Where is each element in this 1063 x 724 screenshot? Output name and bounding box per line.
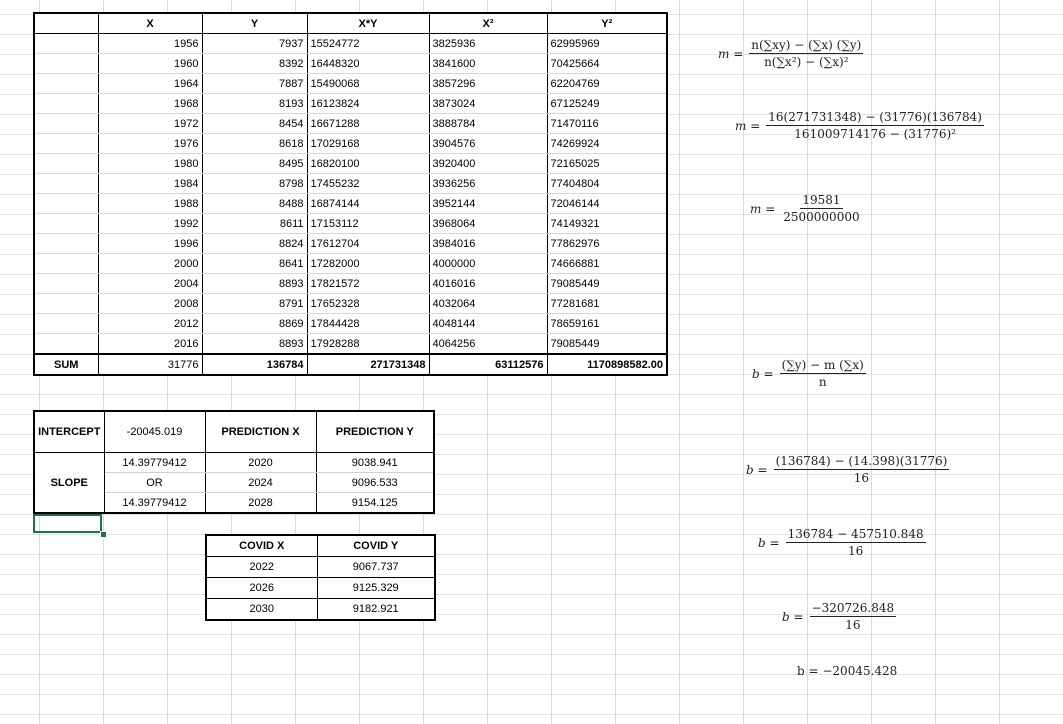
equation-fraction — [774, 454, 950, 485]
x2-cell[interactable]: 3888784 — [429, 114, 547, 134]
intercept-formula-equation[interactable] — [752, 358, 866, 389]
row-label-cell[interactable] — [34, 274, 98, 294]
x-cell[interactable]: 1980 — [98, 154, 202, 174]
slope-formula-equation[interactable] — [718, 38, 863, 69]
sum-y2-cell[interactable]: 1170898582.00 — [547, 354, 667, 375]
xy-cell[interactable]: 17153112 — [307, 214, 429, 234]
slope-label-cell[interactable]: SLOPE — [34, 453, 104, 514]
y2-cell[interactable]: 71470116 — [547, 114, 667, 134]
x-cell[interactable]: 1988 — [98, 194, 202, 214]
x-cell[interactable]: 2012 — [98, 314, 202, 334]
header-cell-xy[interactable]: X*Y — [307, 13, 429, 34]
row-label-cell[interactable] — [34, 254, 98, 274]
table-row — [34, 94, 667, 114]
equation-numerator: (∑y) − m (∑x) — [781, 358, 864, 372]
equation-denominator: n — [818, 375, 827, 389]
table-row — [34, 74, 667, 94]
row-label-cell[interactable] — [34, 174, 98, 194]
y-cell[interactable]: 7937 — [202, 34, 307, 54]
table-row — [34, 54, 667, 74]
row-label-cell[interactable] — [34, 314, 98, 334]
intercept-value-cell[interactable]: -20045.019 — [104, 411, 205, 453]
x2-cell[interactable]: 3825936 — [429, 34, 547, 54]
y-cell[interactable]: 8824 — [202, 234, 307, 254]
y-cell[interactable]: 8893 — [202, 274, 307, 294]
x2-cell[interactable]: 3968064 — [429, 214, 547, 234]
x2-cell[interactable]: 4016016 — [429, 274, 547, 294]
y2-cell[interactable]: 77281681 — [547, 294, 667, 314]
header-row — [34, 13, 667, 34]
x2-cell[interactable]: 3936256 — [429, 174, 547, 194]
xy-cell[interactable]: 17029168 — [307, 134, 429, 154]
table-row — [34, 134, 667, 154]
x2-cell[interactable]: 3857296 — [429, 74, 547, 94]
table-row — [34, 154, 667, 174]
equation-denominator: 16 — [853, 471, 870, 485]
slope-value-cell[interactable]: 14.39779412 — [104, 453, 205, 473]
y2-cell[interactable]: 74269924 — [547, 134, 667, 154]
equation-lhs: b = — [752, 366, 774, 381]
header-cell-y2[interactable]: Y² — [547, 13, 667, 34]
xy-cell[interactable]: 17455232 — [307, 174, 429, 194]
y-cell[interactable]: 8791 — [202, 294, 307, 314]
y-cell[interactable]: 8893 — [202, 334, 307, 355]
prediction-table — [33, 410, 435, 514]
row-label-cell[interactable] — [34, 294, 98, 314]
fill-handle[interactable] — [100, 531, 107, 538]
x-cell[interactable]: 1972 — [98, 114, 202, 134]
y2-cell[interactable]: 62204769 — [547, 74, 667, 94]
prediction-y-cell[interactable]: 9038.941 — [316, 453, 434, 473]
table-row — [34, 194, 667, 214]
equation-numerator: 136784 − 457510.848 — [787, 527, 924, 541]
y-cell[interactable]: 8869 — [202, 314, 307, 334]
equation-numerator: −320726.848 — [811, 601, 895, 615]
x-cell[interactable]: 1956 — [98, 34, 202, 54]
equation-fraction — [781, 193, 861, 224]
row-label-cell[interactable] — [34, 74, 98, 94]
slope-or-cell[interactable]: OR — [104, 473, 205, 493]
prediction-row — [34, 453, 434, 473]
row-label-cell[interactable] — [34, 194, 98, 214]
y-cell[interactable]: 8193 — [202, 94, 307, 114]
x-cell[interactable]: 1964 — [98, 74, 202, 94]
covid-x-cell[interactable]: 2030 — [206, 599, 317, 621]
xy-cell[interactable]: 17612704 — [307, 234, 429, 254]
x-cell[interactable]: 1996 — [98, 234, 202, 254]
data-table — [33, 12, 668, 376]
x2-cell[interactable]: 3920400 — [429, 154, 547, 174]
prediction-header-row — [34, 411, 434, 453]
y2-cell[interactable]: 74666881 — [547, 254, 667, 274]
y2-cell[interactable]: 67125249 — [547, 94, 667, 114]
y-cell[interactable]: 8495 — [202, 154, 307, 174]
table-row — [34, 334, 667, 355]
equation-fraction — [766, 110, 984, 141]
x2-cell[interactable]: 3904576 — [429, 134, 547, 154]
covid-x-cell[interactable]: 2022 — [206, 557, 317, 578]
x2-cell[interactable]: 3952144 — [429, 194, 547, 214]
y2-cell[interactable]: 79085449 — [547, 334, 667, 355]
y2-cell[interactable]: 62995969 — [547, 34, 667, 54]
intercept-substituted-equation[interactable] — [746, 454, 949, 485]
header-cell-y[interactable]: Y — [202, 13, 307, 34]
xy-cell[interactable]: 17928288 — [307, 334, 429, 355]
equation-denominator: 16 — [847, 544, 864, 558]
x-cell[interactable]: 1984 — [98, 174, 202, 194]
header-cell-x[interactable]: X — [98, 13, 202, 34]
intercept-step-equation[interactable] — [758, 527, 926, 558]
covid-y-header[interactable]: COVID Y — [317, 535, 435, 557]
covid-table — [205, 534, 436, 621]
table-row — [34, 34, 667, 54]
row-label-cell[interactable] — [34, 234, 98, 254]
covid-y-cell[interactable]: 9125.329 — [317, 578, 435, 599]
intercept-label-cell[interactable]: INTERCEPT — [34, 411, 104, 453]
row-label-cell[interactable] — [34, 54, 98, 74]
y-cell[interactable]: 7887 — [202, 74, 307, 94]
covid-y-cell[interactable]: 9182.921 — [317, 599, 435, 621]
x2-cell[interactable]: 4032064 — [429, 294, 547, 314]
row-label-cell[interactable] — [34, 154, 98, 174]
prediction-x-cell[interactable]: 2028 — [205, 493, 316, 514]
table-row — [34, 274, 667, 294]
table-row — [34, 174, 667, 194]
x-cell[interactable]: 1960 — [98, 54, 202, 74]
equation-denominator: n(∑x²) − (∑x)² — [764, 55, 849, 69]
equation-lhs: b = — [758, 535, 780, 550]
x-cell[interactable]: 1968 — [98, 94, 202, 114]
y2-cell[interactable]: 72046144 — [547, 194, 667, 214]
xy-cell[interactable]: 17652328 — [307, 294, 429, 314]
xy-cell[interactable]: 17844428 — [307, 314, 429, 334]
x2-cell[interactable]: 3841600 — [429, 54, 547, 74]
row-label-cell[interactable] — [34, 34, 98, 54]
slope-substituted-equation[interactable] — [735, 110, 984, 141]
y-cell[interactable]: 8641 — [202, 254, 307, 274]
xy-cell[interactable]: 16123824 — [307, 94, 429, 114]
intercept-result-equation[interactable] — [797, 664, 897, 678]
x-cell[interactable]: 2016 — [98, 334, 202, 355]
covid-row — [206, 599, 435, 621]
x2-cell[interactable]: 4064256 — [429, 334, 547, 355]
header-cell-blank[interactable] — [34, 13, 98, 34]
xy-cell[interactable]: 16820100 — [307, 154, 429, 174]
prediction-y-cell[interactable]: 9154.125 — [316, 493, 434, 514]
xy-cell[interactable]: 16874144 — [307, 194, 429, 214]
covid-x-cell[interactable]: 2026 — [206, 578, 317, 599]
x2-cell[interactable]: 3984016 — [429, 234, 547, 254]
y2-cell[interactable]: 72165025 — [547, 154, 667, 174]
equation-fraction — [786, 527, 926, 558]
equation-lhs: m = — [718, 46, 744, 61]
xy-cell[interactable]: 15490068 — [307, 74, 429, 94]
equation-numerator: 16(271731348) − (31776)(136784) — [768, 110, 982, 124]
row-label-cell[interactable] — [34, 94, 98, 114]
table-row — [34, 214, 667, 234]
prediction-x-cell[interactable]: 2020 — [205, 453, 316, 473]
x2-cell[interactable]: 4000000 — [429, 254, 547, 274]
equation-lhs: m = — [750, 201, 776, 216]
table-row — [34, 114, 667, 134]
y-cell[interactable]: 8454 — [202, 114, 307, 134]
table-row — [34, 294, 667, 314]
row-label-cell[interactable] — [34, 334, 98, 355]
sum-label-cell[interactable]: SUM — [34, 354, 98, 375]
y-cell[interactable]: 8611 — [202, 214, 307, 234]
prediction-x-cell[interactable]: 2024 — [205, 473, 316, 493]
covid-header-row — [206, 535, 435, 557]
xy-cell[interactable]: 17282000 — [307, 254, 429, 274]
y2-cell[interactable]: 79085449 — [547, 274, 667, 294]
x-cell[interactable]: 2008 — [98, 294, 202, 314]
y2-cell[interactable]: 77404804 — [547, 174, 667, 194]
xy-cell[interactable]: 17821572 — [307, 274, 429, 294]
covid-row — [206, 578, 435, 599]
table-row — [34, 314, 667, 334]
y-cell[interactable]: 8488 — [202, 194, 307, 214]
x2-cell[interactable]: 3873024 — [429, 94, 547, 114]
covid-row — [206, 557, 435, 578]
sum-row — [34, 354, 667, 375]
row-label-cell[interactable] — [34, 114, 98, 134]
prediction-y-header[interactable]: PREDICTION Y — [316, 411, 434, 453]
x-cell[interactable]: 1976 — [98, 134, 202, 154]
intercept-simplified-equation[interactable] — [782, 601, 896, 632]
y-cell[interactable]: 8618 — [202, 134, 307, 154]
y-cell[interactable]: 8798 — [202, 174, 307, 194]
y2-cell[interactable]: 70425664 — [547, 54, 667, 74]
sum-y-cell[interactable]: 136784 — [202, 354, 307, 375]
x-cell[interactable]: 2004 — [98, 274, 202, 294]
x-cell[interactable]: 1992 — [98, 214, 202, 234]
sum-xy-cell[interactable]: 271731348 — [307, 354, 429, 375]
x-cell[interactable]: 2000 — [98, 254, 202, 274]
y-cell[interactable]: 8392 — [202, 54, 307, 74]
equation-denominator: 161009714176 − (31776)² — [794, 127, 956, 141]
y2-cell[interactable]: 77862976 — [547, 234, 667, 254]
equation-numerator: n(∑xy) − (∑x) (∑y) — [751, 38, 862, 52]
equation-numerator: 19581 — [802, 193, 841, 207]
row-label-cell[interactable] — [34, 214, 98, 234]
equation-lhs: b = — [746, 462, 768, 477]
table-row — [34, 234, 667, 254]
prediction-x-header[interactable]: PREDICTION X — [205, 411, 316, 453]
header-cell-x2[interactable]: X² — [429, 13, 547, 34]
sum-x2-cell[interactable]: 63112576 — [429, 354, 547, 375]
covid-x-header[interactable]: COVID X — [206, 535, 317, 557]
row-label-cell[interactable] — [34, 134, 98, 154]
selected-cell[interactable] — [33, 514, 102, 533]
xy-cell[interactable]: 16671288 — [307, 114, 429, 134]
equation-fraction — [810, 601, 897, 632]
slope-value-cell[interactable]: 14.39779412 — [104, 493, 205, 514]
y2-cell[interactable]: 74149321 — [547, 214, 667, 234]
equation-denominator: 2500000000 — [783, 210, 860, 224]
equation-fraction — [780, 358, 866, 389]
y2-cell[interactable]: 78659161 — [547, 314, 667, 334]
equation-result-text: b = −20045.428 — [797, 664, 898, 678]
table-row — [34, 254, 667, 274]
xy-cell[interactable]: 15524772 — [307, 34, 429, 54]
x2-cell[interactable]: 4048144 — [429, 314, 547, 334]
slope-simplified-equation[interactable] — [750, 193, 862, 224]
sum-x-cell[interactable]: 31776 — [98, 354, 202, 375]
equation-fraction — [749, 38, 863, 69]
covid-y-cell[interactable]: 9067.737 — [317, 557, 435, 578]
equation-lhs: b = — [782, 609, 804, 624]
equation-denominator: 16 — [845, 618, 861, 632]
prediction-y-cell[interactable]: 9096.533 — [316, 473, 434, 493]
xy-cell[interactable]: 16448320 — [307, 54, 429, 74]
equation-lhs: m = — [735, 118, 761, 133]
equation-numerator: (136784) − (14.398)(31776) — [775, 454, 948, 468]
